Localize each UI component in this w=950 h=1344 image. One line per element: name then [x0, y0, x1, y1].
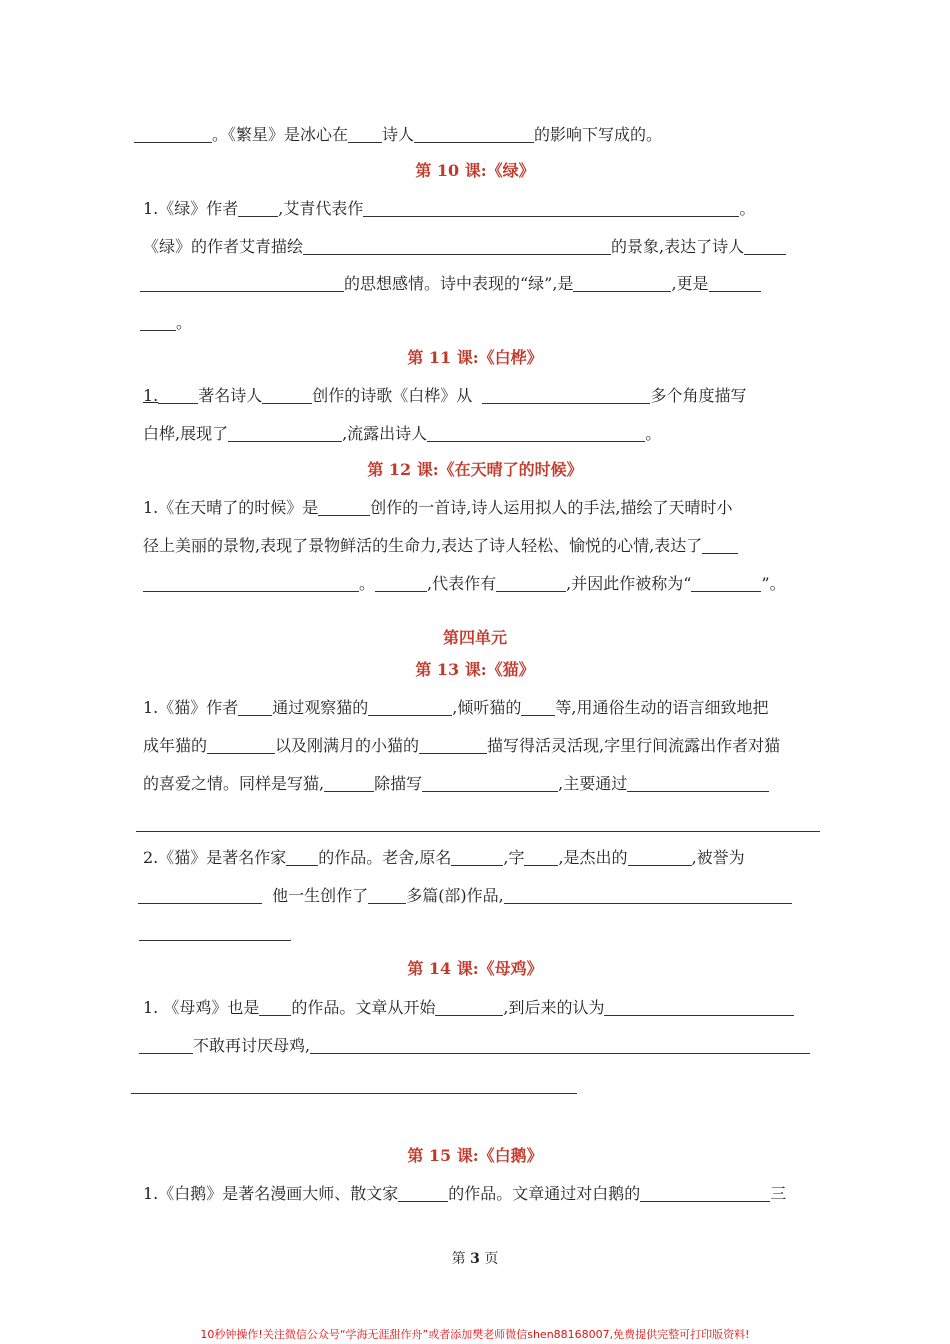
answer-blank[interactable] [286, 849, 318, 866]
answer-blank[interactable] [521, 699, 555, 716]
answer-blank[interactable] [419, 737, 487, 754]
lesson-heading: 第 10 课:《绿》 [415, 161, 535, 180]
answer-blank[interactable] [573, 275, 671, 292]
answer-blank[interactable] [228, 425, 342, 442]
text-line: 的喜爱之情。同样是写猫, 除描写 ,主要通过 [143, 773, 769, 795]
answer-blank[interactable] [368, 887, 406, 904]
answer-blank[interactable] [504, 887, 792, 904]
answer-blank[interactable] [627, 775, 769, 792]
answer-blank[interactable] [422, 775, 558, 792]
answer-blank[interactable] [238, 200, 278, 217]
text-line: 径上美丽的景物,表现了景物鲜活的生命力,表达了诗人轻松、愉悦的心情,表达了 [143, 535, 738, 557]
text-line: 《绿》的作者艾青描绘 的景象,表达了诗人 [143, 236, 786, 258]
text-line: 1. 著名诗人 创作的诗歌《白桦》从 多个角度描写 [143, 386, 747, 405]
answer-blank[interactable] [143, 575, 359, 592]
text-line: 成年猫的 以及刚满月的小猫的 描写得活灵活现,字里行间流露出作者对猫 [143, 736, 781, 755]
answer-blank[interactable] [303, 238, 611, 255]
text-line: 。《繁星》是冰心在 诗人 的影响下写成的。 [134, 124, 662, 146]
answer-blank[interactable] [140, 314, 176, 331]
text-line: 白桦,展现了 ,流露出诗人 。 [143, 424, 662, 443]
lesson-heading: 第 15 课:《白鹅》 [407, 1146, 543, 1165]
lesson-heading: 第 14 课:《母鸡》 [407, 959, 543, 978]
answer-blank[interactable] [259, 999, 291, 1016]
answer-blank[interactable] [709, 275, 761, 292]
answer-blank[interactable] [363, 200, 739, 217]
answer-blank[interactable] [604, 999, 794, 1016]
answer-blank[interactable] [318, 499, 370, 516]
page-number: 第 3 页 [451, 1251, 499, 1267]
text-line: 。 ,代表作有 ,并因此作被称为“ ”。 [143, 573, 786, 595]
text-line: 1.《绿》作者 ,艾青代表作 。 [143, 199, 756, 218]
answer-blank[interactable] [138, 887, 262, 904]
answer-line[interactable] [136, 831, 820, 832]
answer-blank[interactable] [310, 1037, 810, 1054]
answer-blank[interactable] [348, 126, 382, 143]
answer-blank[interactable] [134, 126, 212, 143]
unit-heading: 第四单元 [442, 628, 507, 647]
answer-blank[interactable] [744, 238, 786, 255]
text-line: 。 [140, 312, 192, 334]
answer-blank[interactable] [262, 387, 312, 404]
answer-blank[interactable] [398, 1185, 448, 1202]
promo-banner: 10秒钟操作!关注微信公众号“学海无涯甜作舟”或者添加樊老师微信shen88168007,免费提供完整可打印版资料! [200, 1328, 750, 1341]
answer-blank[interactable] [427, 425, 645, 442]
lesson-heading: 第 12 课:《在天晴了的时候》 [367, 460, 583, 479]
answer-blank[interactable] [702, 537, 738, 554]
text-line: 2.《猫》是著名作家 的作品。老舍,原名 ,字 ,是杰出的 ,被誉为 [143, 848, 745, 867]
text-line: 1.《白鹅》是著名漫画大师、散文家 的作品。文章通过对白鹅的 三 [143, 1184, 787, 1203]
text-line: 1.《在天晴了的时候》是 创作的一首诗,诗人运用拟人的手法,描绘了天晴时小 [143, 498, 733, 517]
answer-blank[interactable] [207, 737, 275, 754]
answer-line[interactable] [139, 940, 291, 941]
answer-blank[interactable] [628, 849, 692, 866]
answer-blank[interactable] [324, 775, 374, 792]
answer-blank[interactable] [482, 387, 650, 404]
answer-blank[interactable] [158, 387, 198, 404]
answer-blank[interactable] [524, 849, 558, 866]
answer-blank[interactable] [435, 999, 503, 1016]
answer-line[interactable] [131, 1093, 577, 1094]
answer-blank[interactable] [451, 849, 503, 866]
answer-blank[interactable] [238, 699, 272, 716]
text-line: 的思想感情。诗中表现的“绿”,是 ,更是 [140, 273, 761, 295]
lesson-heading: 第 13 课:《猫》 [415, 660, 535, 679]
lesson-heading: 第 11 课:《白桦》 [407, 348, 543, 367]
text-line: 他一生创作了 多篇(部)作品, [138, 885, 792, 907]
text-line: 1.《猫》作者 通过观察猫的 ,倾听猫的 等,用通俗生动的语言细致地把 [143, 698, 769, 717]
text-line: 1. 《母鸡》也是 的作品。文章从开始 ,到后来的认为 [143, 997, 794, 1019]
answer-blank[interactable] [496, 575, 566, 592]
answer-blank[interactable] [414, 126, 534, 143]
answer-blank[interactable] [375, 575, 427, 592]
answer-blank[interactable] [140, 275, 344, 292]
answer-blank[interactable] [368, 699, 452, 716]
answer-blank[interactable] [691, 575, 761, 592]
answer-blank[interactable] [139, 1037, 193, 1054]
answer-blank[interactable] [640, 1185, 770, 1202]
text-line: 不敢再讨厌母鸡, [139, 1035, 810, 1057]
